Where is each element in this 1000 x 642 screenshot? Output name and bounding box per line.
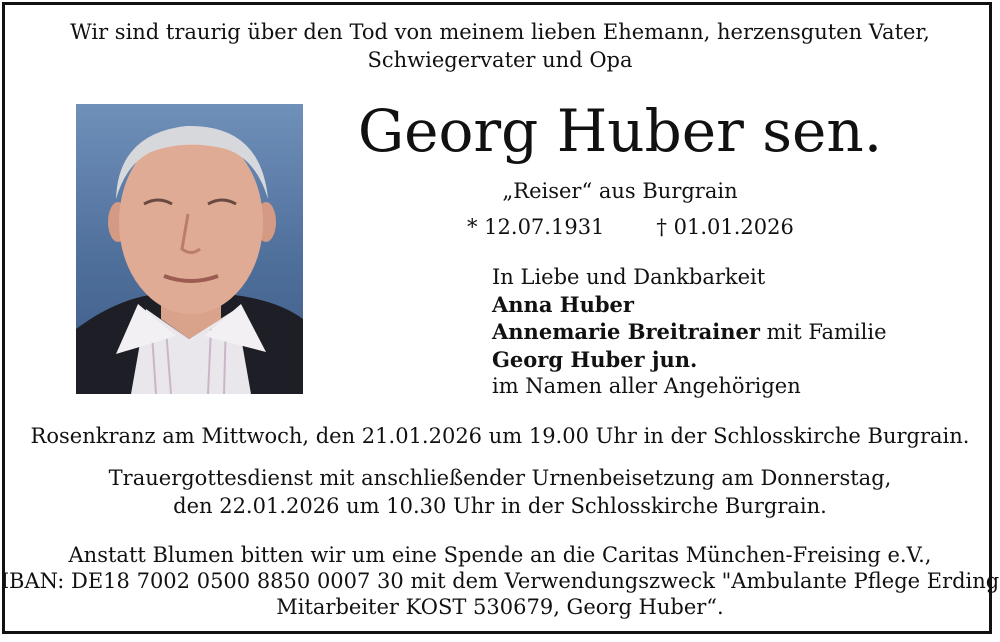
service-line-1: Trauergottesdienst mit anschließender Urnenbeisetzung am Donnerstag, xyxy=(108,466,892,490)
portrait-photo xyxy=(76,104,303,394)
mourner-annemarie-line xyxy=(492,318,887,346)
deceased-origin: „Reiser“ aus Burgrain xyxy=(502,179,738,203)
mourners-block xyxy=(492,264,887,400)
mourners-closing: im Namen aller Angehörigen xyxy=(492,374,801,398)
portrait-illustration xyxy=(76,104,303,394)
life-dates xyxy=(467,213,794,241)
mourner-annemarie: Annemarie Breitrainer xyxy=(492,319,760,344)
donation-line-1: Anstatt Blumen bitten wir um eine Spende an die Caritas München-Freising e.V., xyxy=(68,543,932,567)
rosary-info: Rosenkranz am Mittwoch, den 21.01.2026 um 19.00 Uhr in der Schlosskirche Burgrain. xyxy=(30,424,970,448)
mourner-georg-jun: Georg Huber jun. xyxy=(492,347,698,372)
intro-line-2: Schwiegervater und Opa xyxy=(367,48,633,72)
intro-line-1: Wir sind traurig über den Tod von meinem lieben Ehemann, herzensguten Vater, xyxy=(70,20,930,44)
donation-line-3: Mitarbeiter KOST 530679, Georg Huber“. xyxy=(276,595,724,619)
birth-date: * 12.07.1931 xyxy=(467,215,605,239)
donation-line-2: IBAN: DE18 7002 0500 8850 0007 30 mit dem Verwendungszweck "Ambulante Pflege Erding xyxy=(0,569,1000,593)
mourners-intro: In Liebe und Dankbarkeit xyxy=(492,265,766,289)
funeral-service-info xyxy=(0,464,1000,520)
death-date: † 01.01.2026 xyxy=(656,215,794,239)
intro-text xyxy=(0,18,1000,74)
deceased-name: Georg Huber sen. xyxy=(357,97,883,165)
mourner-anna: Anna Huber xyxy=(492,292,634,317)
service-line-2: den 22.01.2026 um 10.30 Uhr in der Schlosskirche Burgrain. xyxy=(173,494,827,518)
donation-info xyxy=(0,542,1000,620)
mourner-annemarie-suffix: mit Familie xyxy=(759,320,887,344)
